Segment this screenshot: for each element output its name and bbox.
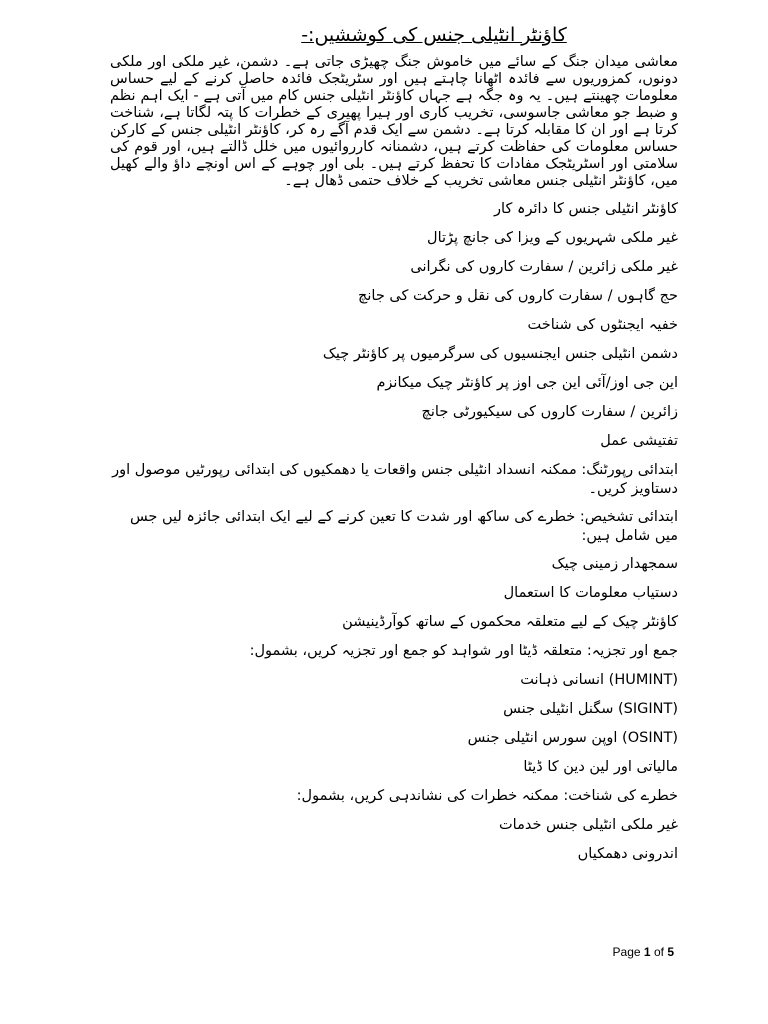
page-number <box>613 945 674 959</box>
list-item: این جی اوز/آئی این جی اوز پر کاؤنٹر چیک میکانزم <box>376 375 678 391</box>
page-current: 1 <box>643 945 651 959</box>
list-item: (SIGINT) سگنل انٹیلی جنس <box>503 701 678 717</box>
list-item: غیر ملکی زائرین / سفارت کاروں کی نگرانی <box>410 259 678 275</box>
initial-assessment-paragraph: ابتدائی تشخیص: خطرے کی ساکھ اور شدت کا تعین کرنے کے لیے ایک ابتدائی جائزہ لیں جس میں شامل ہیں: <box>129 509 678 544</box>
list-item: (OSINT) اوپن سورس انٹیلی جنس <box>467 730 678 746</box>
scope-heading: کاؤنٹر انٹیلی جنس کا دائرہ کار <box>494 201 678 217</box>
process-heading: تفتیشی عمل <box>600 433 678 449</box>
list-item: (HUMINT) انسانی ذہانت <box>520 672 678 688</box>
document-title: کاؤنٹر انٹیلی جنس کی کوششیں:- <box>301 24 567 46</box>
list-item: دستیاب معلومات کا استعمال <box>503 585 678 601</box>
list-item: اندرونی دھمکیاں <box>577 846 678 862</box>
list-item: غیر ملکی انٹیلی جنس خدمات <box>499 817 678 833</box>
of-word: of <box>653 945 664 959</box>
page-word: Page <box>612 945 641 959</box>
list-item: دشمن انٹیلی جنس ایجنسیوں کی سرگرمیوں پر کاؤنٹر چیک <box>322 346 678 362</box>
initial-reporting-paragraph: ابتدائی رپورٹنگ: ممکنہ انسداد انٹیلی جنس واقعات یا دھمکیوں کی ابتدائی رپورٹیں موصول اور دستاویز کریں۔ <box>112 462 678 497</box>
list-item: مالیاتی اور لین دین کا ڈیٹا <box>523 759 678 775</box>
list-item: خطرے کی شناخت: ممکنہ خطرات کی نشاندہی کریں، بشمول: <box>296 788 678 804</box>
list-item: زائرین / سفارت کاروں کی سیکیورٹی جانچ <box>421 404 678 420</box>
list-item: حج گاہوں / سفارت کاروں کی نقل و حرکت کی جانچ <box>358 288 678 304</box>
list-item: جمع اور تجزیہ: متعلقہ ڈیٹا اور شواہد کو جمع اور تجزیہ کریں، بشمول: <box>249 643 678 659</box>
list-item: کاؤنٹر چیک کے لیے متعلقہ محکموں کے ساتھ کوآرڈینیشن <box>342 614 678 630</box>
document-body <box>110 22 678 874</box>
list-item: سمجھدار زمینی چیک <box>551 556 678 572</box>
intro-paragraph: معاشی میدان جنگ کے سائے میں خاموش جنگ چھیڑی جاتی ہے۔ دشمن، غیر ملکی اور ملکی دونوں، کمزوریوں سے فائدہ اٹھانا چاہتے ہیں اور سٹریٹجک فائدہ حاصل کرنے کے لیے حساس معلومات چھینتے ہیں۔ یہ وہ جگہ ہے جہاں کاؤنٹر انٹیلی جنس کام میں آتی ہے - ایک اہم نظم و ضبط جو معاشی جاسوسی، تخریب کاری اور ہیرا پھیری کے خطرات کا پتہ لگاتا ہے، شناخت کرتا ہے اور ان کا مقابلہ کرتا ہے۔ دشمن سے ایک قدم آگے رہ کر، کاؤنٹر انٹیلی جنس کے کارکن حساس معلومات کی حفاظت کرتے ہیں، دشمنانہ کارروائیوں میں خلل ڈالتے ہیں، اور قوم کی سلامتی اور اسٹریٹجک مفادات کا تحفظ کرتے ہیں۔ بلی اور چوہے کے اس اونچے داؤ والے کھیل میں، کاؤنٹر انٹیلی جنس معاشی تخریب کے خلاف حتمی ڈھال ہے۔ <box>110 54 678 189</box>
page-total: 5 <box>667 945 674 959</box>
list-item: غیر ملکی شہریوں کے ویزا کی جانچ پڑتال <box>427 230 678 246</box>
list-item: خفیہ ایجنٹوں کی شناخت <box>527 317 678 333</box>
